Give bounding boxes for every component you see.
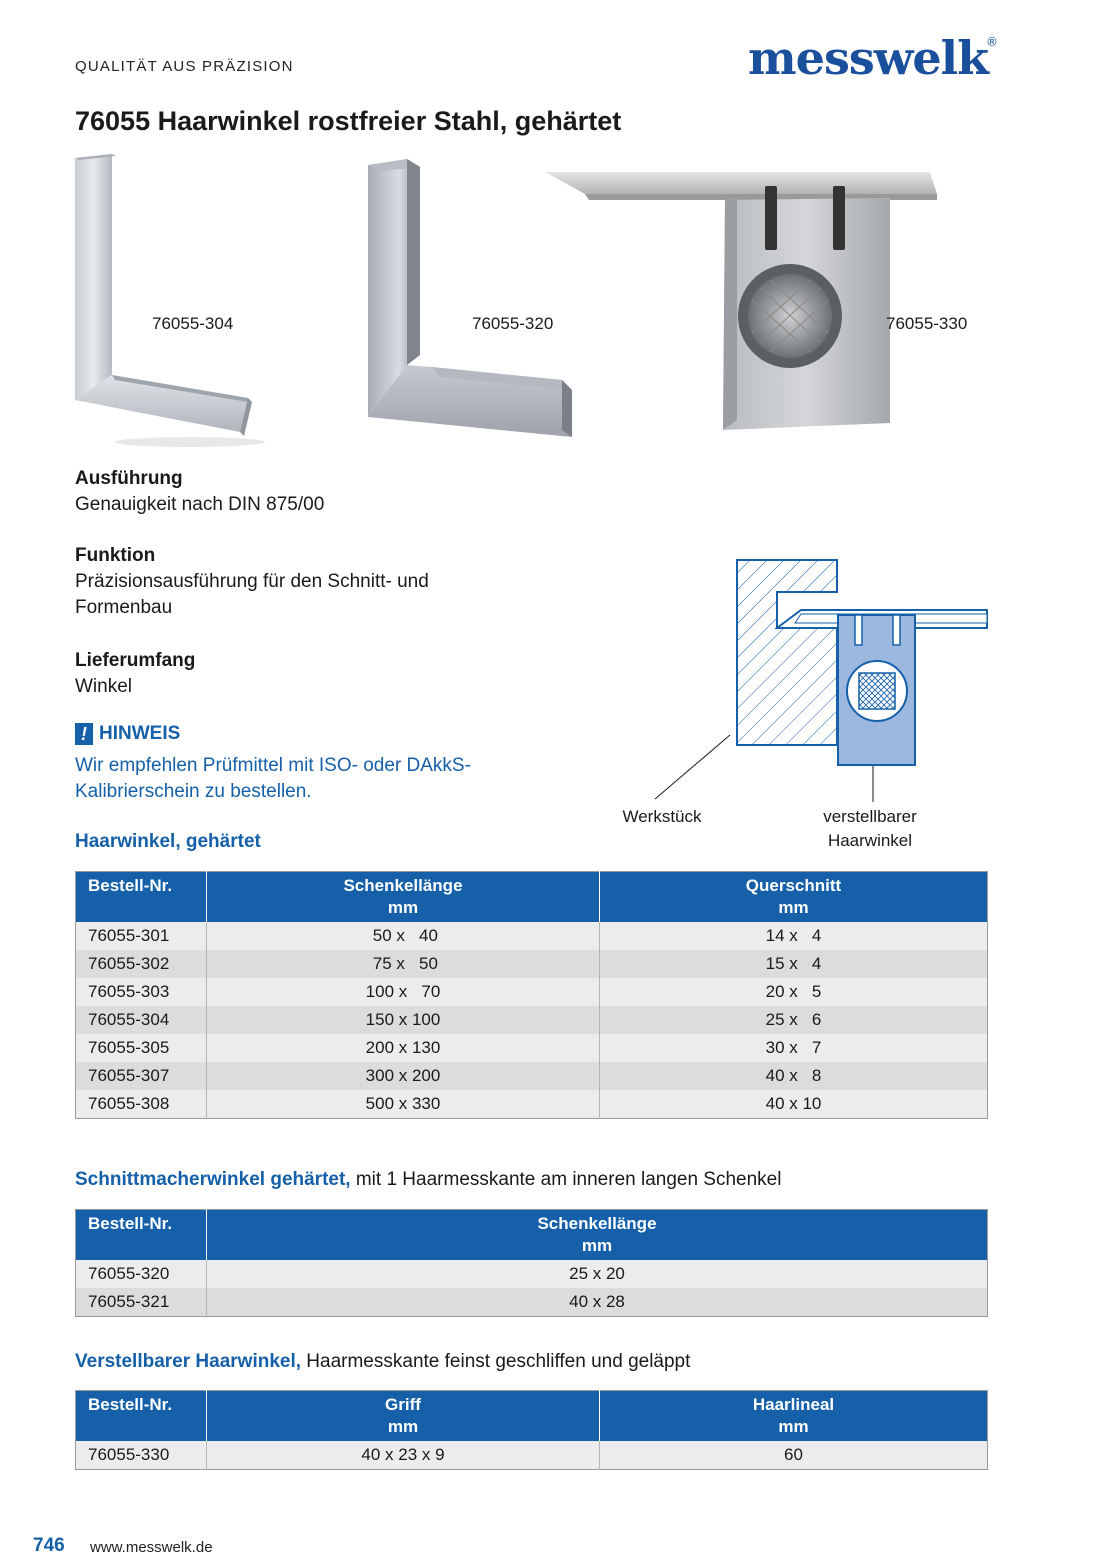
warning-icon: ! xyxy=(75,723,93,745)
table3-title-rest: Haarmesskante feinst geschliffen und geläppt xyxy=(301,1351,691,1372)
table1-header-querschnitt: Querschnitt mm xyxy=(600,872,988,923)
table-cell: 20 x 5 xyxy=(600,978,988,1006)
table3-header-row xyxy=(76,1391,988,1442)
table-cell: 76055-330 xyxy=(76,1441,207,1470)
table-cell: 75 x 50 xyxy=(207,950,600,978)
hint-heading-label: HINWEIS xyxy=(99,723,181,744)
table3-header-griff: Griff mm xyxy=(207,1391,600,1442)
table-row xyxy=(76,1288,988,1317)
table-cell: 200 x 130 xyxy=(207,1034,600,1062)
table1-header-schenkellaenge: Schenkellänge mm xyxy=(207,872,600,923)
diagram-label-werkstueck: Werkstück xyxy=(622,807,702,826)
funktion-text-line1: Präzisionsausführung für den Schnitt- und xyxy=(75,571,429,592)
hint-text-line1: Wir empfehlen Prüfmittel mit ISO- oder DAkkS- xyxy=(75,755,471,776)
brand-logo xyxy=(748,32,998,82)
table1-header-row xyxy=(76,872,988,923)
table-cell: 76055-302 xyxy=(76,950,207,978)
table-row xyxy=(76,1090,988,1119)
table3 xyxy=(75,1390,988,1470)
registered-mark: ® xyxy=(986,35,998,49)
diagram-label-haarwinkel xyxy=(805,805,935,853)
table-cell: 500 x 330 xyxy=(207,1090,600,1119)
table2-title-rest: mit 1 Haarmesskante am inneren langen Schenkel xyxy=(350,1169,782,1190)
funktion-heading: Funktion xyxy=(75,545,156,566)
logo-text: messwelk xyxy=(748,32,988,82)
table-row xyxy=(76,950,988,978)
diagram-label-haarwinkel-line1: verstellbarer xyxy=(823,807,917,826)
table-cell: 76055-320 xyxy=(76,1260,207,1288)
table3-header-bestellnr: Bestell-Nr. xyxy=(76,1391,207,1442)
hint-text-line2: Kalibrierschein zu bestellen. xyxy=(75,781,312,802)
image-label-330: 76055-330 xyxy=(886,314,968,333)
table2-header-row xyxy=(76,1210,988,1261)
table-cell: 15 x 4 xyxy=(600,950,988,978)
table-cell: 150 x 100 xyxy=(207,1006,600,1034)
table-cell: 76055-304 xyxy=(76,1006,207,1034)
table1-header-bestellnr: Bestell-Nr. xyxy=(76,872,207,923)
usage-diagram xyxy=(605,552,995,807)
table1 xyxy=(75,871,988,1119)
table-cell: 30 x 7 xyxy=(600,1034,988,1062)
image-label-320: 76055-320 xyxy=(472,314,554,333)
product-image-330 xyxy=(545,168,945,450)
table-row xyxy=(76,978,988,1006)
table-cell: 40 x 23 x 9 xyxy=(207,1441,600,1470)
table-cell: 300 x 200 xyxy=(207,1062,600,1090)
table-cell: 50 x 40 xyxy=(207,922,600,950)
ausfuehrung-text: Genauigkeit nach DIN 875/00 xyxy=(75,494,325,515)
table2-title-bold: Schnittmacherwinkel gehärtet, xyxy=(75,1169,351,1190)
table1-title xyxy=(75,831,261,853)
table-cell: 76055-307 xyxy=(76,1062,207,1090)
table-cell: 40 x 28 xyxy=(207,1288,988,1317)
hint-text xyxy=(75,753,535,805)
table1-title-bold: Haarwinkel, gehärtet xyxy=(75,831,261,852)
table2-header-bestellnr: Bestell-Nr. xyxy=(76,1210,207,1261)
table3-title-bold: Verstellbarer Haarwinkel, xyxy=(75,1351,302,1372)
table-row xyxy=(76,1034,988,1062)
table-cell: 100 x 70 xyxy=(207,978,600,1006)
lieferumfang-heading: Lieferumfang xyxy=(75,650,196,671)
lieferumfang-text: Winkel xyxy=(75,676,133,697)
table2-header-schenkellaenge: Schenkellänge mm xyxy=(207,1210,988,1261)
table-cell: 40 x 8 xyxy=(600,1062,988,1090)
table2-title xyxy=(75,1169,781,1191)
product-image-304 xyxy=(70,150,280,450)
page-number: 746 xyxy=(33,1535,65,1556)
hint-heading xyxy=(75,723,180,745)
table-cell: 76055-305 xyxy=(76,1034,207,1062)
funktion-text-line2: Formenbau xyxy=(75,597,173,618)
table-row xyxy=(76,1006,988,1034)
table3-title xyxy=(75,1351,690,1373)
table-cell: 40 x 10 xyxy=(600,1090,988,1119)
footer-url-link[interactable]: www.messwelk.de xyxy=(90,1539,213,1556)
table-cell: 25 x 20 xyxy=(207,1260,988,1288)
table-cell: 60 xyxy=(600,1441,988,1470)
image-label-304: 76055-304 xyxy=(152,314,234,333)
ausfuehrung-heading: Ausführung xyxy=(75,468,183,489)
diagram-label-haarwinkel-line2: Haarwinkel xyxy=(827,831,913,850)
table-row xyxy=(76,922,988,950)
page-title: 76055 Haarwinkel rostfreier Stahl, gehärtet xyxy=(75,106,622,136)
table-cell: 76055-301 xyxy=(76,922,207,950)
table-cell: 76055-308 xyxy=(76,1090,207,1119)
table-row xyxy=(76,1260,988,1288)
tagline: QUALITÄT AUS PRÄZISION xyxy=(75,58,294,75)
table3-header-haarlineal: Haarlineal mm xyxy=(600,1391,988,1442)
table-cell: 25 x 6 xyxy=(600,1006,988,1034)
table2 xyxy=(75,1209,988,1317)
table-cell: 14 x 4 xyxy=(600,922,988,950)
table-row xyxy=(76,1441,988,1470)
table-cell: 76055-321 xyxy=(76,1288,207,1317)
table-cell: 76055-303 xyxy=(76,978,207,1006)
table-row xyxy=(76,1062,988,1090)
